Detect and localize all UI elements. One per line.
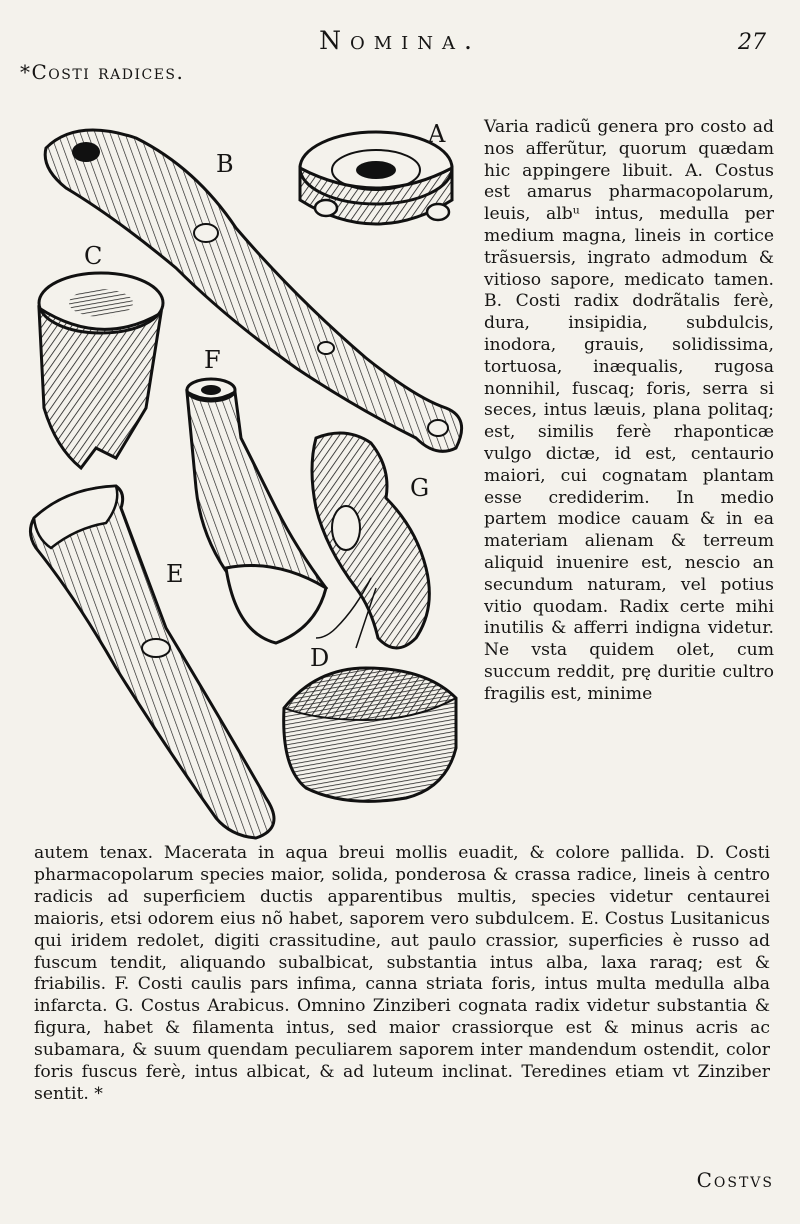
- root-g-drawing: [312, 433, 429, 648]
- woodcut-illustration: [26, 108, 476, 848]
- full-width-paragraph: autem tenax. Macerata in aqua breui mollis euadit, & colore pallida. D. Costi pharmacopolarum species maior, solida, ponderosa & crassa radice, lineis à centro radicis ad superficiem ductis apparentibus multis, species videtur centaurei maioris, etsi odorem eius nõ habet, saporem vero subdulcem. E. Costus Lusitanicus qui iridem redolet, digiti crassitudine, aut paulo crassior, superficies è russo ad fuscum tendit, aliquando subalbicat, substantia intus alba, laxa raraq; est & friabilis. F. Costi caulis pars infima, canna striata foris, intus multa medulla alba infarcta. G. Costus Arabicus. Omnino Zinziberi cognata radix videtur substantia & figura, habet & filamenta intus, sed maior crassiorque est & minus acris ac subamara, & suum quendam peculiarem saporem inter mandendum ostendit, color foris fuscus ferè, intus albicat, & ad luteum inclinat. Teredines etiam vt Zinziber sentit. *: [34, 843, 770, 1104]
- figure-label-e: E: [166, 560, 184, 588]
- figure-label-b: B: [216, 150, 234, 178]
- catchword: Costvs: [696, 1168, 774, 1192]
- figure-label-c: C: [84, 242, 103, 270]
- figure-label-a: A: [428, 120, 446, 148]
- figure-label-f: F: [204, 346, 221, 374]
- root-c-drawing: [39, 273, 163, 468]
- woodcut-plate: [26, 108, 476, 848]
- side-column-paragraph: Varia radicũ genera pro costo ad nos afferũtur, quorum quædam hic appingere libuit. A. Costus est amarus pharmacopolarum, leuis, albᵘ intus, medulla per medium magna, lineis in cortice trãsuersis, ingrato admodum & vitioso sapore, medicato tamen. B. Costi radix dodrãtalis ferè, dura, insipidia, subdulcis, inodora, grauis, solidissima, tortuosa, inæqualis, rugosa nonnihil, fuscaq; foris, serra si seces, intus læuis, plana politaq; est, similis ferè rhaponticæ vulgo dictæ, id est, centaurio maiori, cui cognatam plantam esse crediderim. In medio partem modice cauam & in ea materiam alienam & terreum aliquid inuenire est, nescio an secundum naturam, vel potius vitio quodam. Radix certe mihi inutilis & afferri indigna videtur. Ne vsta quidem olet, cum succum reddit, prę duritie cultro fragilis est, minime: [484, 117, 774, 704]
- full-width-text: [34, 843, 770, 1106]
- side-column-text: [484, 117, 774, 706]
- figure-label-g: G: [410, 474, 430, 502]
- root-d-drawing: [284, 668, 456, 801]
- running-head: Nomina.: [319, 26, 481, 55]
- section-title: *Costi radices.: [20, 60, 185, 84]
- figure-label-d: D: [310, 644, 330, 672]
- page-number: 27: [738, 30, 766, 55]
- root-f-drawing: [187, 379, 326, 643]
